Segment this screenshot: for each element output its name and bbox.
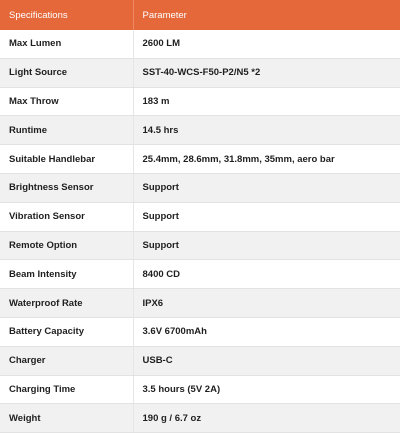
spec-value: 3.5 hours (5V 2A) xyxy=(133,375,400,404)
table-row xyxy=(0,317,400,346)
spec-name: Brightness Sensor xyxy=(0,173,133,202)
spec-name: Light Source xyxy=(0,58,133,87)
header-row xyxy=(0,0,400,30)
spec-name: Weight xyxy=(0,404,133,433)
spec-value: Support xyxy=(133,173,400,202)
spec-name: Charger xyxy=(0,346,133,375)
spec-value: SST-40-WCS-F50-P2/N5 *2 xyxy=(133,58,400,87)
header-parameter: Parameter xyxy=(133,0,400,30)
table-row xyxy=(0,87,400,116)
spec-value: 3.6V 6700mAh xyxy=(133,317,400,346)
table-body xyxy=(0,30,400,433)
table-row xyxy=(0,231,400,260)
table-row xyxy=(0,404,400,433)
table-row xyxy=(0,58,400,87)
spec-value: Support xyxy=(133,202,400,231)
table-row xyxy=(0,375,400,404)
spec-value: 183 m xyxy=(133,87,400,116)
spec-name: Max Throw xyxy=(0,87,133,116)
spec-value: 190 g / 6.7 oz xyxy=(133,404,400,433)
table-row xyxy=(0,202,400,231)
spec-value: Support xyxy=(133,231,400,260)
spec-name: Max Lumen xyxy=(0,30,133,58)
header-specifications: Specifications xyxy=(0,0,133,30)
spec-value: 8400 CD xyxy=(133,260,400,289)
table-row xyxy=(0,145,400,174)
spec-name: Vibration Sensor xyxy=(0,202,133,231)
table-header xyxy=(0,0,400,30)
spec-name: Charging Time xyxy=(0,375,133,404)
table-row xyxy=(0,116,400,145)
spec-value: 14.5 hrs xyxy=(133,116,400,145)
spec-value: 2600 LM xyxy=(133,30,400,58)
spec-name: Runtime xyxy=(0,116,133,145)
table-row xyxy=(0,346,400,375)
spec-name: Remote Option xyxy=(0,231,133,260)
spec-name: Battery Capacity xyxy=(0,317,133,346)
spec-value: USB-C xyxy=(133,346,400,375)
spec-value: 25.4mm, 28.6mm, 31.8mm, 35mm, aero bar xyxy=(133,145,400,174)
table-row xyxy=(0,173,400,202)
table-row xyxy=(0,30,400,58)
spec-name: Suitable Handlebar xyxy=(0,145,133,174)
table-row xyxy=(0,260,400,289)
spec-value: IPX6 xyxy=(133,289,400,318)
table-row xyxy=(0,289,400,318)
spec-name: Beam Intensity xyxy=(0,260,133,289)
spec-name: Waterproof Rate xyxy=(0,289,133,318)
